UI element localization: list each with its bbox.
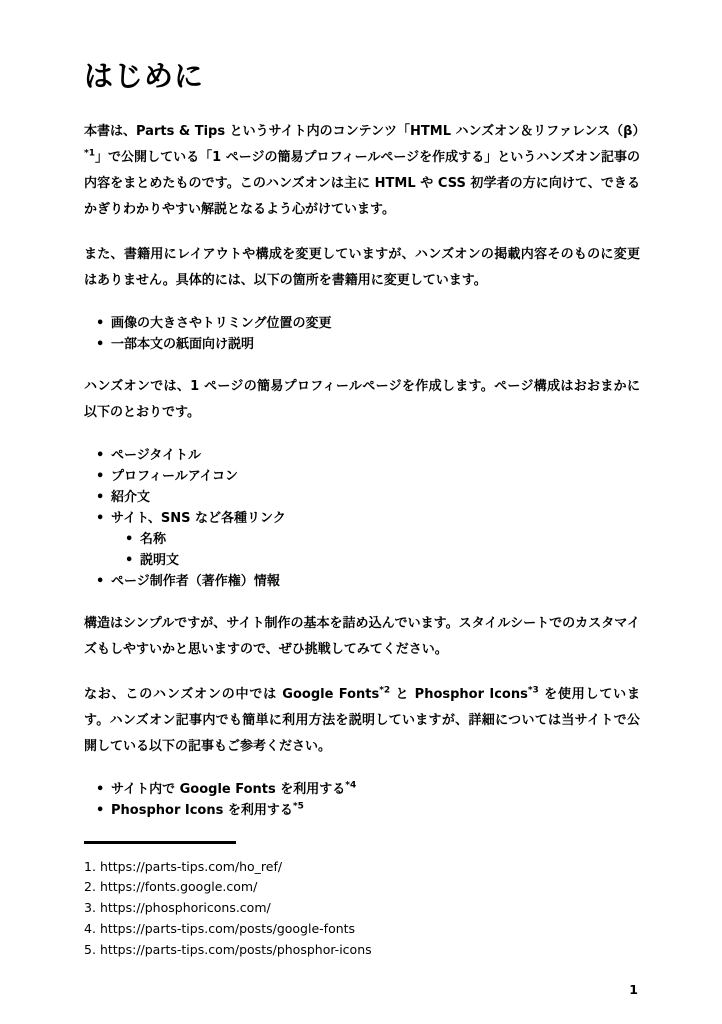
footnote-item — [84, 919, 640, 940]
text-run: を使用しています。ハンズオン記事内でも簡単に利用方法を説明していますが、詳細については当サイトで公開している以下の記事もご参考ください。 — [84, 687, 640, 755]
list-item: • 画像の大きさやトリミング位置の変更 — [96, 313, 640, 334]
footnote-number: 1. — [84, 858, 96, 874]
footnote-number: 2. — [84, 879, 96, 895]
paragraph-tools-note — [84, 682, 640, 760]
paragraph-handson-overview: ハンズオンでは、1 ページの簡易プロフィールページを作成します。ページ構成はおおまかに以下のとおりです。 — [84, 379, 640, 421]
list-item: • プロフィールアイコン — [96, 466, 640, 487]
text-run: 」で公開している「1 ページの簡易プロフィールページを作成する」というハンズオン記事の内容をまとめたものです。このハンズオンは主に HTML や CSS 初学者の方に向けて、できるかぎりわかりやすい解説となるよう心がけています。 — [84, 150, 640, 217]
footnote-item — [84, 898, 640, 919]
footnote-ref-5: *5 — [292, 802, 304, 813]
changes-list — [96, 313, 640, 355]
paragraph-intro — [84, 119, 646, 223]
page-structure-list — [96, 445, 640, 592]
footnote-item — [84, 940, 640, 961]
paragraph-book-changes: また、書籍用にレイアウトや構成を変更していますが、ハンズオンの掲載内容そのものに変更はありません。具体的には、以下の箇所を書籍用に変更しています。 — [84, 247, 640, 288]
footnote-url[interactable]: https://phosphoricons.com/ — [99, 900, 271, 916]
paragraph-structure-note: 構造はシンプルですが、サイト制作の基本を詰め込んでいます。スタイルシートでのカスタマイズもしやすいかと思いますので、ぜひ挑戦してみてください。 — [84, 616, 640, 658]
text-run: なお、このハンズオンの中では Google Fonts — [84, 687, 380, 703]
list-item: • 紹介文 — [96, 487, 640, 508]
page-number: 1 — [629, 982, 638, 998]
footnote-ref-4: *4 — [345, 781, 357, 792]
footnote-divider — [84, 841, 236, 844]
list-item: • 一部本文の紙面向け説明 — [96, 334, 640, 355]
list-item-label: Phosphor Icons を利用する — [111, 803, 293, 819]
text-run: と Phosphor Icons — [390, 687, 528, 703]
sub-list-item: • 名称 — [125, 529, 640, 550]
text-run: 本書は、Parts & Tips というサイト内のコンテンツ「HTML ハンズオン＆リファレンス（β） — [84, 124, 646, 139]
footnote-ref-2: *2 — [379, 686, 391, 697]
footnote-url[interactable]: https://parts-tips.com/ho_ref/ — [99, 858, 283, 874]
list-item — [96, 800, 640, 821]
footnote-ref-1: *1 — [84, 148, 95, 159]
reference-articles-list — [96, 779, 640, 821]
list-item-label: サイト内で Google Fonts を利用する — [111, 782, 346, 798]
footnote-url[interactable]: https://parts-tips.com/posts/phosphor-icons — [99, 941, 372, 957]
footnote-section — [84, 841, 640, 961]
footnote-item — [84, 857, 640, 878]
footnote-number: 3. — [84, 900, 96, 916]
footnote-item — [84, 877, 640, 898]
footnote-number: 5. — [84, 941, 96, 957]
list-item-label: サイト、SNS など各種リンク — [111, 511, 286, 527]
list-item-with-sublist — [96, 508, 640, 571]
list-item — [96, 779, 640, 800]
footnote-url[interactable]: https://fonts.google.com/ — [99, 879, 258, 895]
list-item: • ページ制作者（著作権）情報 — [96, 571, 640, 592]
page-title: はじめに — [84, 59, 205, 93]
footnote-url[interactable]: https://parts-tips.com/posts/google-fonts — [99, 920, 356, 936]
sub-list-item: • 説明文 — [125, 550, 640, 571]
footnote-ref-3: *3 — [527, 686, 539, 697]
links-sub-list — [125, 529, 640, 571]
list-item: • ページタイトル — [96, 445, 640, 466]
footnotes-list — [84, 857, 640, 961]
footnote-number: 4. — [84, 920, 96, 936]
